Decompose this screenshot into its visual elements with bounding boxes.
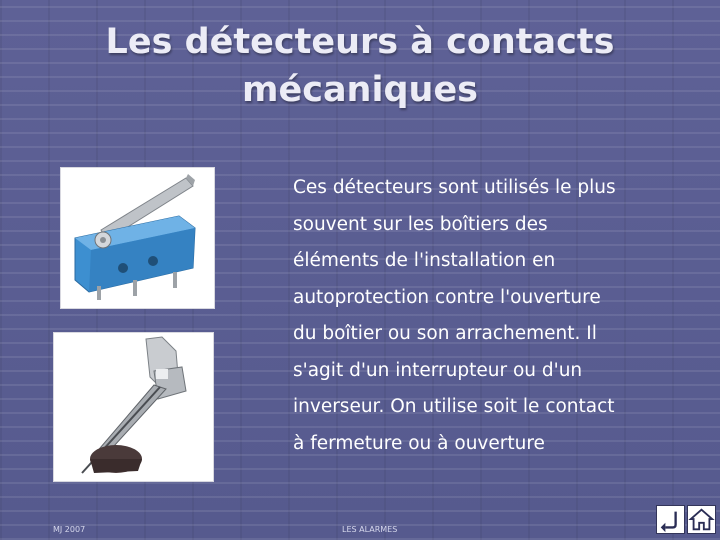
home-button[interactable] [687,505,716,534]
footer-author: MJ 2007 [53,525,86,534]
slide-title [60,18,660,114]
body-line: s'agit d'un interrupteur ou d'un [293,359,583,381]
body-line: éléments de l'installation en [293,250,556,271]
microswitch-photo [60,167,215,309]
lever-contact-illustration [54,333,213,481]
return-arrow-icon [657,506,684,533]
back-button[interactable] [656,505,685,534]
slide-title-line: Les détecteurs à contacts [105,22,615,62]
footer-title: LES ALARMES [342,525,398,534]
slide-title-line: mécaniques [241,70,479,110]
lever-contact-photo [53,332,214,482]
body-line: autoprotection contre l'ouverture [293,286,601,308]
body-line: du boîtier ou son arrachement. Il [293,323,597,344]
microswitch-illustration [61,168,214,308]
body-line: inverseur. On utilise soit le contact [293,396,615,417]
body-line: Ces détecteurs sont utilisés le plus [293,177,616,198]
home-icon [688,506,715,533]
body-text [293,170,693,462]
body-line: souvent sur les boîtiers des [293,213,548,235]
body-line: à fermeture ou à ouverture [293,432,545,454]
